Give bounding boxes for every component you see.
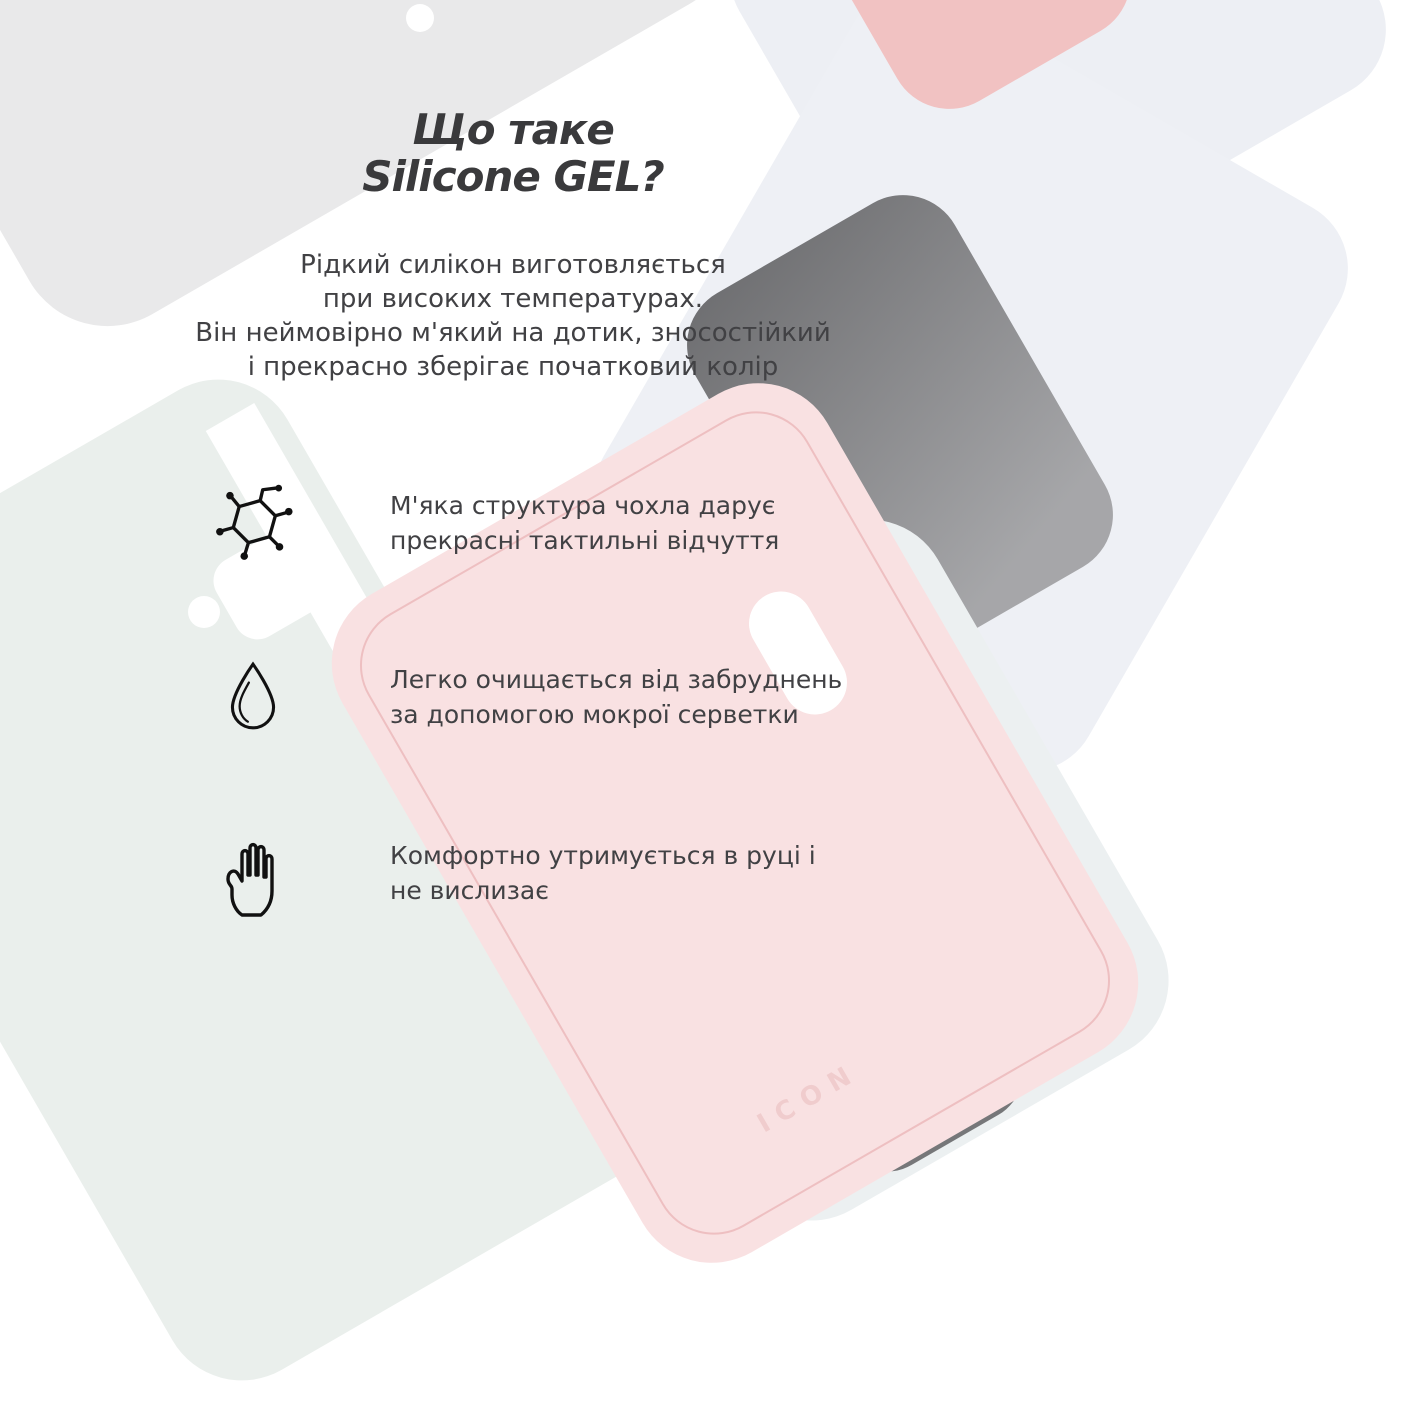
title-line-2: Silicone GEL?: [362, 152, 664, 202]
molecule-icon: [214, 478, 298, 562]
intro-paragraph: [142, 248, 884, 384]
hand-icon: [220, 838, 284, 916]
feature-line: Комфортно утримується в руці і: [390, 841, 816, 870]
brand-watermark: ICON: [752, 1056, 865, 1140]
camera-hole-cutout: [406, 4, 434, 32]
feature-line: не вислизає: [390, 876, 549, 905]
title-line-1: Що таке: [412, 105, 614, 155]
intro-line: і прекрасно зберігає початковий колір: [247, 352, 779, 382]
intro-line: Рідкий силікон виготовляється: [300, 250, 726, 280]
page-title: [142, 106, 884, 200]
feature-easy-clean: [390, 662, 890, 732]
feature-line: за допомогою мокрої серветки: [390, 700, 799, 729]
feature-line: М'яка структура чохла дарує: [390, 491, 776, 520]
camera-hole-cutout: [188, 596, 220, 628]
feature-soft-structure: [390, 488, 890, 558]
feature-comfortable-grip: [390, 838, 890, 908]
intro-line: при високих температурах.: [322, 284, 704, 314]
feature-line: прекрасні тактильні відчуття: [390, 526, 780, 555]
droplet-icon: [224, 660, 282, 734]
feature-line: Легко очищається від забруднень: [390, 665, 843, 694]
intro-line: Він неймовірно м'який на дотик, зносостійкий: [195, 318, 831, 348]
